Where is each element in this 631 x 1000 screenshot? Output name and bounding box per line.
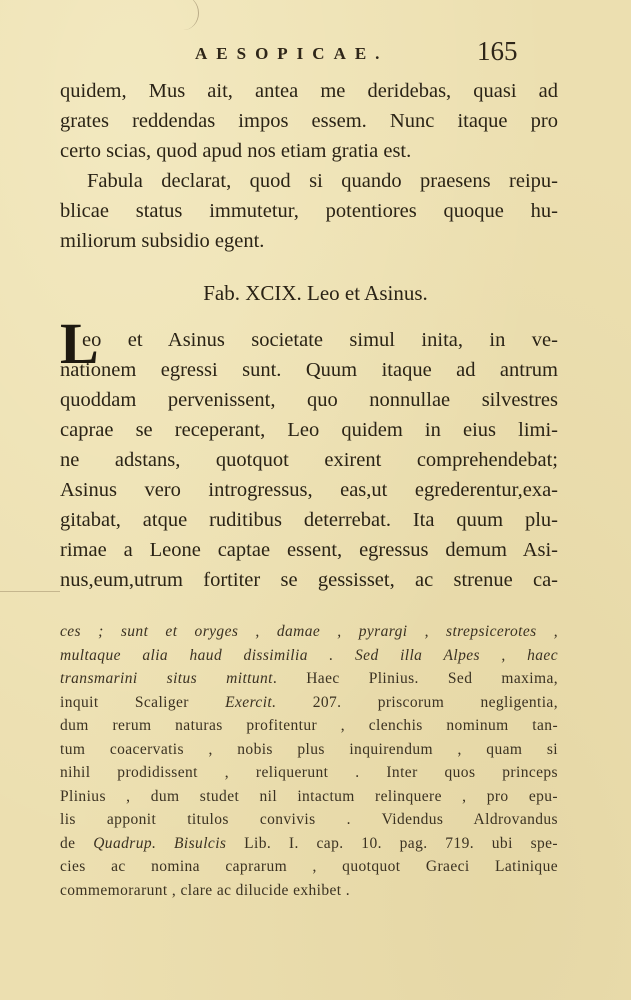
text-run: inquit Scaliger xyxy=(60,693,226,711)
text-run: de xyxy=(60,834,94,852)
fable-line: nus,eum,utrum fortiter se gessisset, ac strenue ca- xyxy=(60,569,558,591)
italic-run: Quadrup. Bisulcis xyxy=(93,834,227,852)
footnote-line xyxy=(60,785,558,809)
italic-run: transmarini situs mittunt xyxy=(60,670,273,687)
preceding-text xyxy=(60,76,558,256)
text-run: Plinius , dum studet nil intactum relinquere , pro epu- xyxy=(60,787,558,805)
footnote-line xyxy=(60,761,558,785)
text-run: . Haec Plinius. Sed maxima, xyxy=(272,670,558,687)
italic-run: ces ; xyxy=(60,623,121,640)
fable-text xyxy=(60,311,558,595)
text-run: Lib. I. cap. 10. pag. 719. ubi spe- xyxy=(226,834,558,852)
footnote-line xyxy=(60,832,558,856)
drop-cap: L xyxy=(60,311,99,376)
text-run: commemorarunt , clare ac dilucide exhibet . xyxy=(60,881,351,899)
fable-line: nationem egressi sunt. Quum itaque ad antrum xyxy=(60,359,558,381)
moral-line: Fabula declarat, quod si quando praesens reipu- xyxy=(87,170,558,192)
page-mark xyxy=(168,0,199,30)
moral-line: blicae status immutetur, potentiores quoque hu- xyxy=(60,200,558,222)
text-run: lis apponit titulos convivis . Videndus Aldrovandus xyxy=(60,811,558,828)
italic-run: sunt et oryges , damae , pyrargi , strepsicerotes , xyxy=(120,623,558,640)
footnote xyxy=(60,620,558,902)
text-run: cies ac nomina caprarum , quotquot Graeci Latinique xyxy=(60,858,558,875)
text-run: nihil prodidissent , reliquerunt . Inter quos princeps xyxy=(60,764,558,781)
footnote-line xyxy=(60,667,558,691)
footnote-line xyxy=(60,738,558,762)
footnote-line xyxy=(60,644,558,668)
fable-line: caprae se receperant, Leo quidem in eius limi- xyxy=(60,419,558,441)
fable-line: quoddam pervenissent, quo nonnullae silvestres xyxy=(60,389,558,411)
fable-line: ne adstans, quotquot exirent comprehendebat; xyxy=(60,449,558,471)
fable-line: gitabat, atque ruditibus deterrebat. Ita quum plu- xyxy=(60,509,558,531)
text-run: dum rerum naturas profitentur , clenchis nominum tan- xyxy=(60,717,558,734)
footnote-line xyxy=(60,620,558,644)
fable-line: eo et Asinus societate simul inita, in ve- xyxy=(82,329,558,351)
fable-line: Asinus vero introgressus, eas,ut egrederentur,exa- xyxy=(60,479,558,501)
fable-heading: Fab. XCIX. Leo et Asinus. xyxy=(203,281,428,305)
text-line: certo scias, quod apud nos etiam gratia est. xyxy=(60,140,412,162)
text-line: quidem, Mus ait, antea me deridebas, quasi ad xyxy=(60,80,558,102)
page-number: 165 xyxy=(477,36,518,66)
italic-run: Exercit. xyxy=(225,693,277,711)
footnote-line xyxy=(60,808,558,832)
margin-rule xyxy=(0,591,60,592)
fable-line: rimae a Leone captae essent, egressus demum Asi- xyxy=(60,539,558,561)
running-title: AESOPICAE. xyxy=(195,44,389,63)
text-run: tum coacervatis , nobis plus inquirendum , quam si xyxy=(60,740,558,758)
italic-run: multaque alia haud dissimilia . Sed illa Alpes , haec xyxy=(60,646,558,664)
moral-line: miliorum subsidio egent. xyxy=(60,230,265,252)
text-run: 207. priscorum negligentia, xyxy=(276,693,558,711)
running-head xyxy=(195,38,575,70)
footnote-line xyxy=(60,855,558,879)
footnote-line xyxy=(60,714,558,738)
text-line: grates reddendas impos essem. Nunc itaque pro xyxy=(60,110,558,132)
footnote-line xyxy=(60,691,558,715)
footnote-line xyxy=(60,879,558,903)
